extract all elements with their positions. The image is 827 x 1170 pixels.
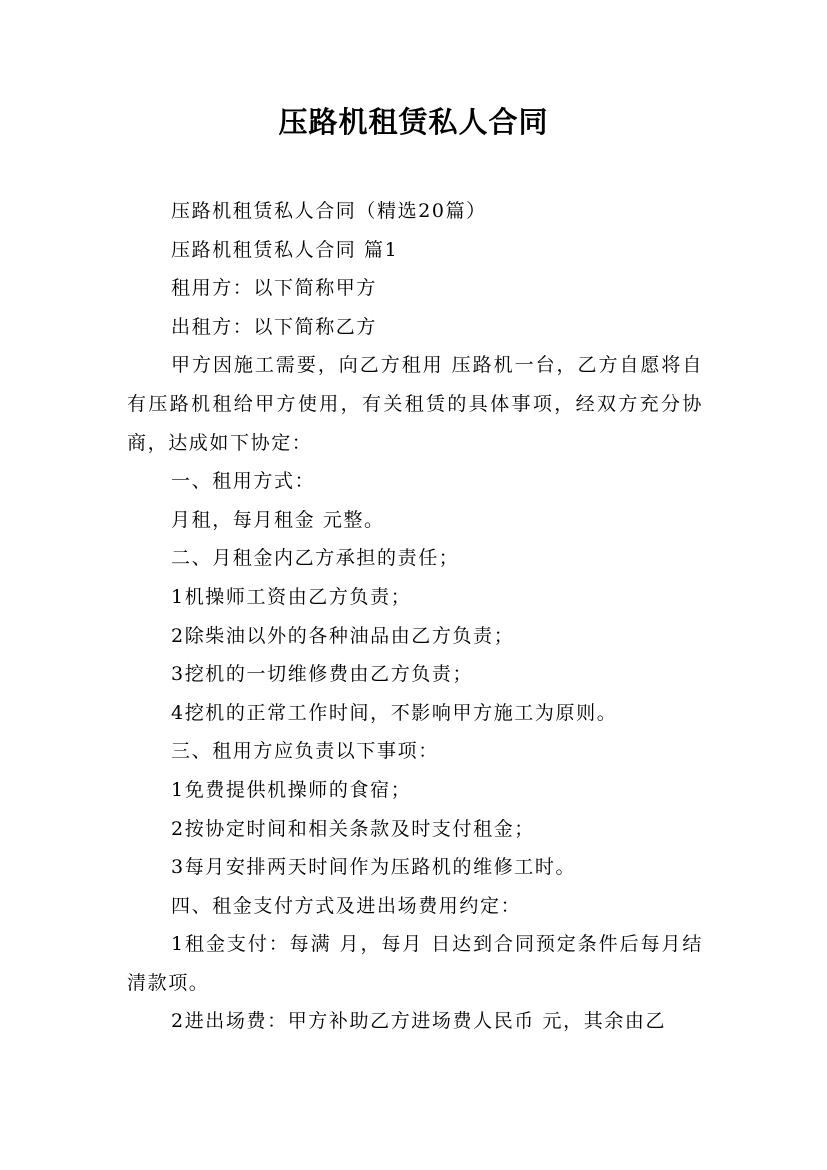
paragraph: 2按协定时间和相关条款及时支付租金； <box>171 817 535 840</box>
paragraph: 4挖机的正常工作时间，不影响甲方施工为原则。 <box>171 701 618 724</box>
paragraph: 压路机租赁私人合同 篇1 <box>171 238 399 261</box>
paragraph: 出租方：以下简称乙方 <box>171 315 378 338</box>
paragraph: 租用方：以下简称甲方 <box>171 277 378 300</box>
paragraph: 压路机租赁私人合同（精选20篇） <box>171 200 487 222</box>
document-title: 压路机租赁私人合同 <box>278 105 549 139</box>
paragraph: 一、租用方式： <box>171 470 316 493</box>
document-body <box>127 192 703 1041</box>
paragraph: 3每月安排两天时间作为压路机的维修工时。 <box>171 856 577 879</box>
paragraph: 1免费提供机操师的食宿； <box>171 778 412 801</box>
paragraph: 1机操师工资由乙方负责； <box>171 585 412 608</box>
paragraph: 2除柴油以外的各种油品由乙方负责； <box>171 624 515 647</box>
paragraph: 3挖机的一切维修费由乙方负责； <box>171 663 474 686</box>
paragraph: 月租，每月租金 元整。 <box>171 508 385 531</box>
paragraph: 甲方因施工需要，向乙方租用 压路机一台，乙方自愿将自有压路机租给甲方使用，有关租赁的具体事项，经双方充分协商，达成如下协定： <box>127 354 703 454</box>
paragraph: 二、月租金内乙方承担的责任； <box>171 547 460 570</box>
paragraph: 2进出场费：甲方补助乙方进场费人民币 元，其余由乙 <box>171 1010 667 1033</box>
paragraph: 1租金支付：每满 月，每月 日达到合同预定条件后每月结清款项。 <box>127 933 703 994</box>
paragraph: 三、租用方应负责以下事项： <box>171 740 439 763</box>
paragraph: 四、租金支付方式及进出场费用约定： <box>171 894 522 917</box>
